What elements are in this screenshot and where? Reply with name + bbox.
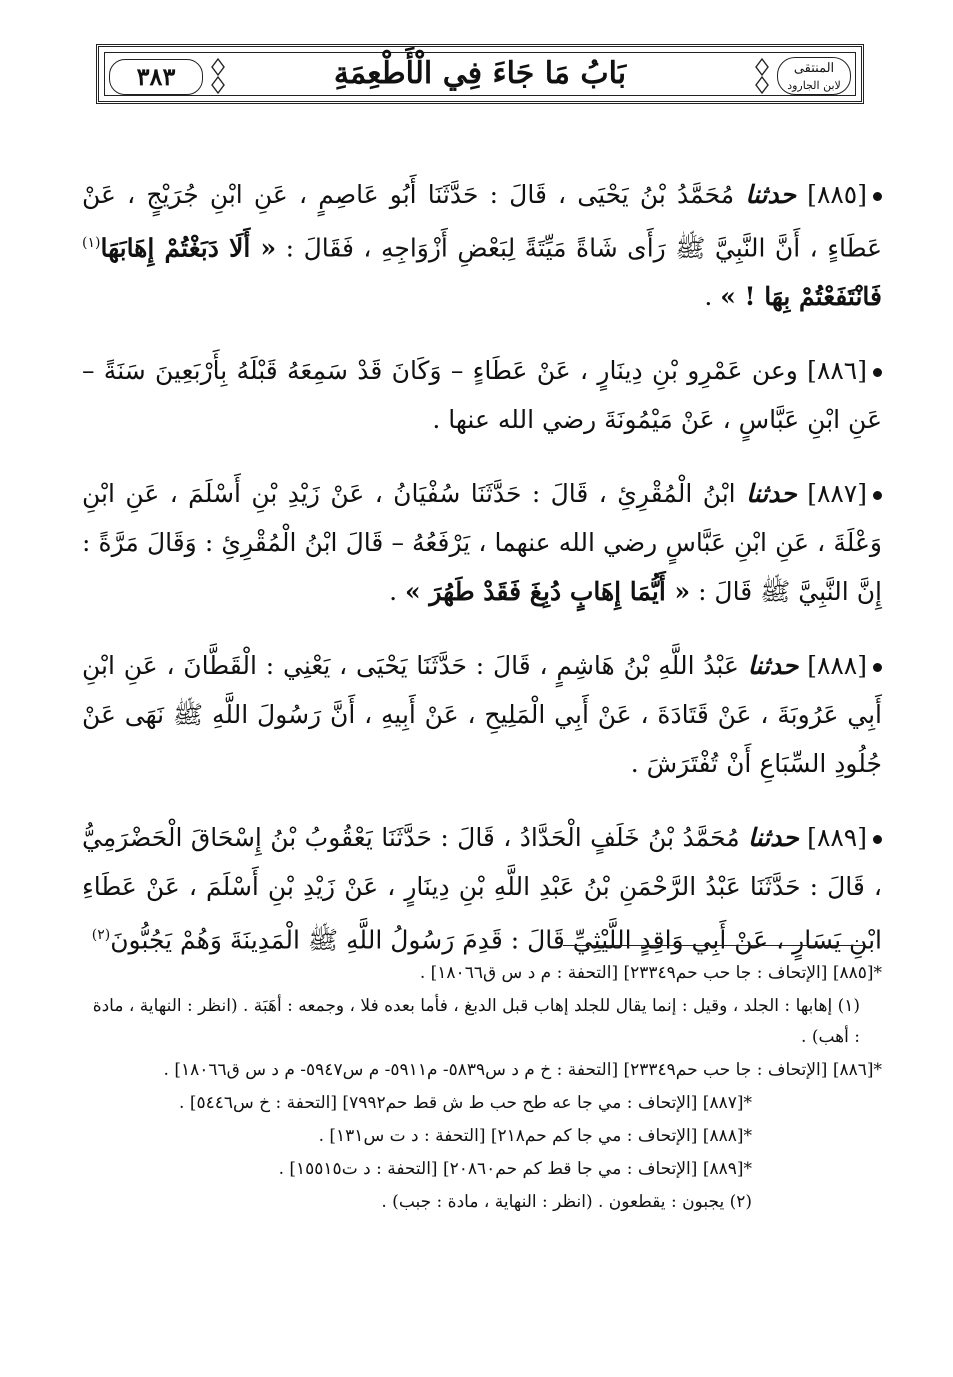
ornament-right-icon (753, 57, 771, 95)
footnote-mark: (١) (82, 235, 101, 251)
hadith-text: مُحَمَّدُ بْنُ خَلَفٍ الْحَدَّادُ ، قَالَ : حَدَّثَنَا يَعْقُوبُ بْنُ إِسْحَاقَ الْحَضْرَمِيُّ ، قَالَ : حَدَّثَنَا عَبْدُ الرَّحْمَنِ بْنُ عَبْدِ اللَّهِ بْنِ دِينَارٍ ، عَنْ زَيْدِ بْنِ أَسْلَمَ ، عَنْ عَطَاءِ ابْنِ يَسَارٍ ، عَنْ أَبِي وَاقِدٍ اللَّيْثِيِّ قَالَ : قَدِمَ رَسُولُ اللَّهِ ﷺ الْمَدِينَةَ وَهُمْ يَجُبُّونَ (82, 823, 882, 955)
logo-line-1: المنتقى (793, 61, 835, 76)
note-886: *[٨٨٦] [الإتحاف : جا حب حم٢٣٣٤٩] [التحفة : خ م د س٥٨٣٩- م٥٩١١- م س٥٩٤٧- م د س ق١٨٠٦٦] . (163, 1060, 882, 1080)
logo-line-2: لابن الجارود (787, 79, 841, 92)
footnote-2: (٢) يجبون : يقطعون . (انظر : النهاية ، مادة : جبب) . (381, 1192, 752, 1212)
hadith-number: [٨٨٨] (807, 651, 868, 681)
footnote-1: (١) إهابها : الجلد ، وقيل : إنما يقال للجلد إهاب قبل الدبغ ، فأما بعده فلا ، وجمعه : أهَبَة . (انظر : النهاية ، مادة : أهب) . (92, 996, 860, 1047)
footnote-mark: (٢) (91, 927, 111, 944)
hadith-text: عَبْدُ اللَّهِ بْنُ هَاشِمٍ ، قَالَ : حَدَّثَنَا يَحْيَى ، يَعْنِي : الْقَطَّانَ ، عَنِ ابْنِ أَبِي عَرُوبَةَ ، عَنْ قَتَادَةَ ، عَنْ أَبِي الْمَلِيحِ ، عَنْ أَبِيهِ ، أَنَّ رَسُولَ اللَّهِ ﷺ نَهَى عَنْ جُلُودِ السِّبَاعِ أَنْ تُفْتَرَشَ . (82, 651, 882, 779)
main-text (82, 145, 882, 977)
hadith-opening: حدثنا (748, 823, 799, 853)
hadith-opening: حدثنا (745, 180, 797, 209)
hadith-885 (82, 170, 882, 321)
footnote-separator (563, 945, 863, 946)
bullet-icon (873, 368, 882, 377)
hadith-number: [٨٨٥] (807, 180, 867, 209)
note-885: *[٨٨٥] [الإتحاف : جا حب حم٢٣٣٤٩] [التحفة : م د س ق١٨٠٦٦] . (419, 963, 882, 983)
note-889: *[٨٨٩] [الإتحاف : مي جا قط كم حم٢٠٨٦٠] [التحفة : د ت١٥٥١٥] . (278, 1159, 752, 1179)
chapter-title: بَابُ مَا جَاءَ فِي الْأَطْعِمَةِ (333, 56, 627, 91)
hadith-886 (82, 346, 882, 444)
hadith-889 (82, 813, 882, 964)
hadith-887 (82, 469, 882, 616)
hadith-888 (82, 641, 882, 788)
hadith-number: [٨٨٦] (807, 356, 867, 386)
hadith-number: [٨٨٩] (807, 823, 867, 853)
footnotes (82, 958, 882, 1220)
hadith-opening: حدثنا (746, 479, 797, 509)
hadith-text: مُحَمَّدُ بْنُ يَحْيَى ، قَالَ : حَدَّثَنَا أَبُو عَاصِمٍ ، عَنِ ابْنِ جُرَيْجٍ ، عَنْ عَطَاءٍ ، أَنَّ النَّبِيَّ ﷺ رَأَى شَاةً مَيِّتَةً لِبَعْضِ أَزْوَاجِهِ ، فَقَالَ : (82, 180, 883, 263)
hadith-quote: « أَلَا دَبَغْتُمْ إِهَابَهَا (100, 233, 277, 263)
page-header (96, 44, 864, 104)
header-inner-frame (104, 52, 856, 96)
hadith-quote-end: فَانْتَفَعْتُمْ بِهَا ! » (720, 282, 882, 312)
hadith-text: وعن عَمْرِو بْنِ دِينَارٍ ، عَنْ عَطَاءٍ – وَكَانَ قَدْ سَمِعَهُ قَبْلَهُ بِأَرْبَعِينَ سَنَةً – عَنِ ابْنِ عَبَّاسٍ ، عَنْ مَيْمُونَةَ رضي الله عنها . (82, 356, 882, 435)
hadith-number: [٨٨٧] (807, 479, 868, 509)
bullet-icon (873, 192, 882, 201)
hadith-punct: . (389, 577, 398, 607)
hadith-text: ابْنُ الْمُقْرِئِ ، قَالَ : حَدَّثَنَا سُفْيَانُ ، عَنْ زَيْدِ بْنِ أَسْلَمَ ، عَنِ ابْنِ وَعْلَةَ ، عَنِ ابْنِ عَبَّاسٍ رضي الله عنهما ، يَرْفَعُهُ – قَالَ ابْنُ الْمُقْرِئِ : وَقَالَ مَرَّةً : إِنَّ النَّبِيَّ ﷺ قَالَ : (82, 479, 882, 607)
hadith-quote: « أَيُّمَا إِهَابٍ دُبِغَ فَقَدْ طَهُرَ » (405, 577, 691, 607)
bullet-icon (873, 835, 882, 844)
note-888: *[٨٨٨] [الإتحاف : مي جا كم حم٢١٨] [التحفة : د ت س١٣١] . (318, 1126, 752, 1146)
book-logo (777, 57, 851, 95)
note-887: *[٨٨٧] [الإتحاف : مي جا عه طح حب ط ش قط حم٧٩٩٢] [التحفة : خ س٥٤٤٦] . (179, 1093, 752, 1113)
bullet-icon (873, 491, 882, 500)
bullet-icon (873, 663, 882, 672)
hadith-punct: . (704, 282, 713, 312)
hadith-opening: حدثنا (747, 651, 799, 681)
page-number: ٣٨٣ (109, 59, 203, 95)
